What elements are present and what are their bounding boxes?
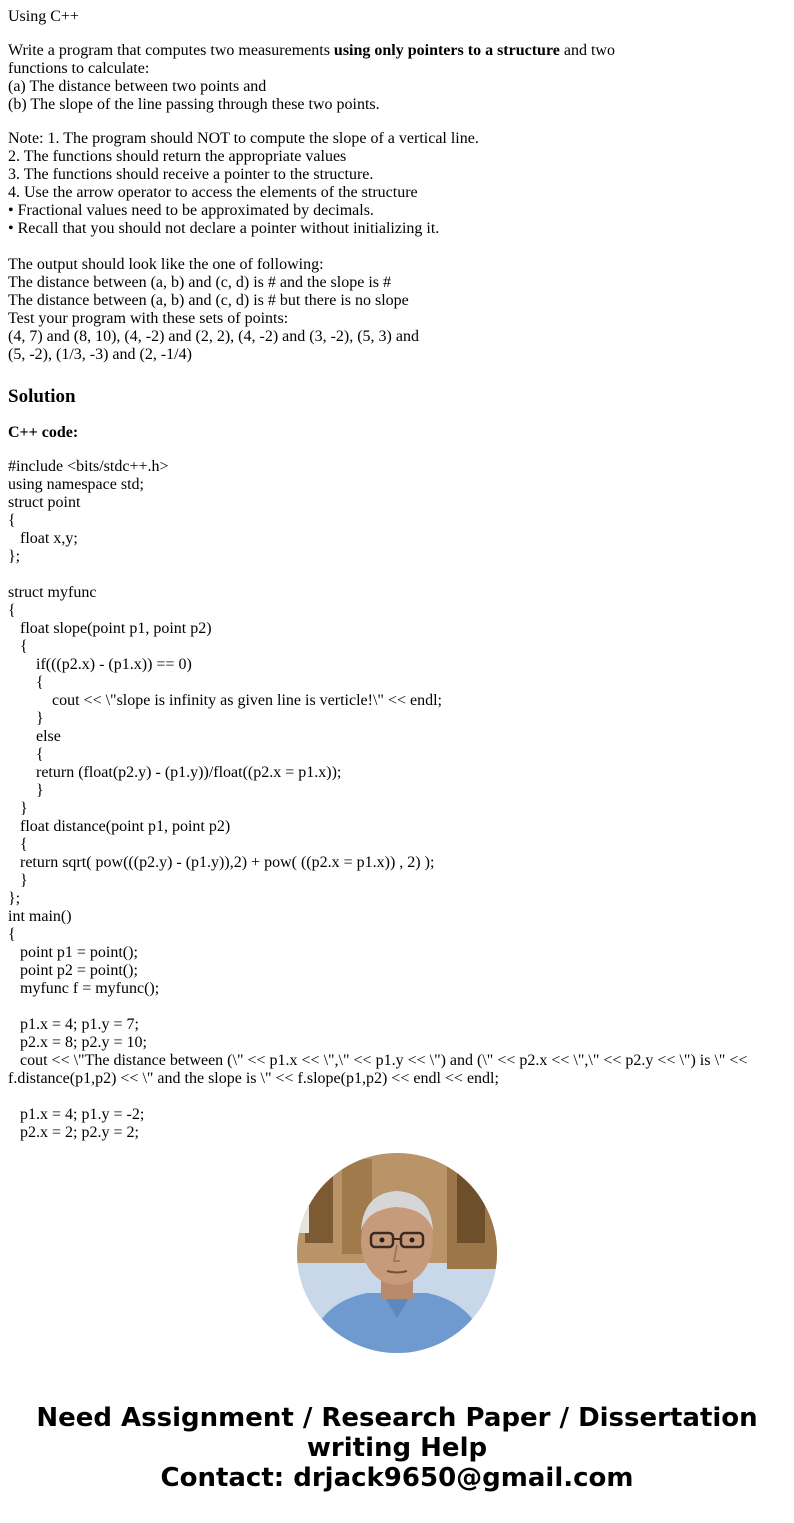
text-line: { (8, 602, 16, 619)
text-line: float slope(point p1, point p2) (8, 620, 212, 637)
text-line: Test your program with these sets of points: (8, 310, 289, 327)
text-line: 3. The functions should receive a pointer to the structure. (8, 166, 374, 183)
text-line: { (8, 926, 16, 943)
text-line: 2. The functions should return the appropriate values (8, 148, 347, 165)
author-photo (297, 1153, 497, 1353)
text-line (8, 566, 768, 584)
question-title: Using C++ (8, 8, 79, 25)
text-line: } (8, 782, 44, 799)
text-line: (b) The slope of the line passing through these two points. (8, 96, 380, 113)
intro-emphasis: using only pointers to a structure (333, 42, 560, 59)
text-line: (a) The distance between two points and (8, 78, 267, 95)
author-avatar (297, 1153, 497, 1353)
question-intro (8, 42, 768, 60)
footer-banner (0, 1403, 794, 1493)
text-line: p1.x = 4; p1.y = 7; (8, 1016, 139, 1033)
text-line: #include <bits/stdc++.h> (8, 458, 169, 475)
text-line: • Fractional values need to be approximated by decimals. (8, 202, 374, 219)
text-line: struct myfunc (8, 584, 97, 601)
text-line: return sqrt( pow(((p2.y) - (p1.y)),2) + pow( ((p2.x = p1.x)) , 2) ); (8, 854, 435, 871)
footer-line-2: writing Help (306, 1433, 488, 1463)
text-line: cout << \"The distance between (\" << p1.x << \",\" << p1.y << \") and (\" << p2.x << \",\" << p2.y << \") is \" << f.distance(p1,p2) << \" and the slope is \" << f.slope(p1,p2) << endl << endl; (8, 1052, 752, 1087)
text-line: { (8, 674, 44, 691)
text-line: p1.x = 4; p1.y = -2; (8, 1106, 145, 1123)
intro-text: Write a program that computes two measurements (8, 42, 334, 59)
text-line: } (8, 872, 28, 889)
text-line: p2.x = 8; p2.y = 10; (8, 1034, 147, 1051)
text-line: } (8, 800, 28, 817)
solution-heading: Solution (8, 386, 76, 407)
code-block (8, 458, 768, 1154)
text-line: } (8, 710, 44, 727)
text-line: 4. Use the arrow operator to access the elements of the structure (8, 184, 418, 201)
text-line: }; (8, 890, 21, 907)
document-body (8, 8, 768, 1154)
text-line: if(((p2.x) - (p1.x)) == 0) (8, 656, 192, 673)
text-line: }; (8, 548, 21, 565)
text-line: cout << \"slope is infinity as given line is verticle!\" << endl; (8, 692, 442, 709)
text-line: The distance between (a, b) and (c, d) is # but there is no slope (8, 292, 409, 309)
text-line: The distance between (a, b) and (c, d) is # and the slope is # (8, 274, 391, 291)
text-line: point p1 = point(); (8, 944, 138, 961)
text-line: float distance(point p1, point p2) (8, 818, 231, 835)
question-output-spec (8, 256, 768, 364)
footer-line-1: Need Assignment / Research Paper / Dissertation (36, 1403, 758, 1433)
text-line: { (8, 746, 44, 763)
text-line: functions to calculate: (8, 60, 150, 77)
footer-contact: Contact: drjack9650@gmail.com (160, 1463, 634, 1493)
text-line (8, 998, 768, 1016)
text-line: myfunc f = myfunc(); (8, 980, 160, 997)
question-notes (8, 130, 768, 238)
text-line: The output should look like the one of following: (8, 256, 324, 273)
text-line: (5, -2), (1/3, -3) and (2, -1/4) (8, 346, 192, 363)
text-line: { (8, 512, 16, 529)
text-line (8, 1088, 768, 1106)
code-label: C++ code: (8, 424, 79, 441)
text-line: else (8, 728, 61, 745)
text-line: point p2 = point(); (8, 962, 138, 979)
text-line: p2.x = 2; p2.y = 2; (8, 1124, 139, 1141)
text-line: using namespace std; (8, 476, 144, 493)
text-line: struct point (8, 494, 81, 511)
intro-text-end: and two (559, 42, 615, 59)
text-line: return (float(p2.y) - (p1.y))/float((p2.x = p1.x)); (8, 764, 342, 781)
text-line: int main() (8, 908, 72, 925)
text-line: (4, 7) and (8, 10), (4, -2) and (2, 2), (4, -2) and (3, -2), (5, 3) and (8, 328, 419, 345)
text-line: • Recall that you should not declare a pointer without initializing it. (8, 220, 440, 237)
text-line: { (8, 836, 28, 853)
text-line: Note: 1. The program should NOT to compute the slope of a vertical line. (8, 130, 479, 147)
text-line: float x,y; (8, 530, 78, 547)
question-requirements (8, 60, 768, 114)
text-line: { (8, 638, 28, 655)
